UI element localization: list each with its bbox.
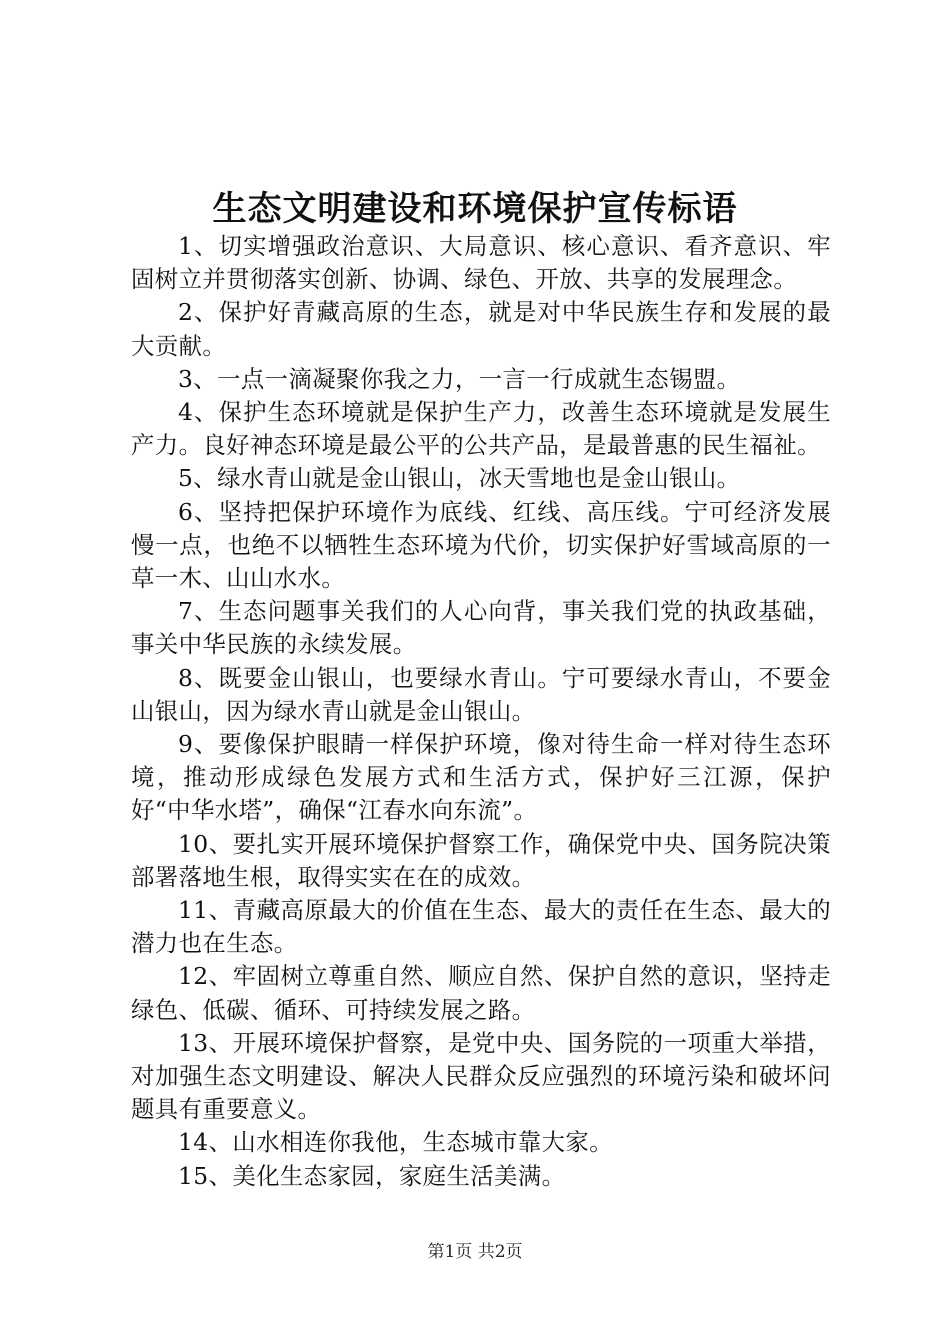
page-number: 第1页 共2页 [427, 1242, 523, 1262]
list-item: 2、保护好青藏高原的生态，就是对中华民族生存和发展的最大贡献。 [131, 298, 831, 360]
list-item: 9、要像保护眼睛一样保护环境，像对待生命一样对待生态环境，推动形成绿色发展方式和生活方式，保护好三江源，保护好“中华水塔”，确保“江春水向东流”。 [131, 730, 831, 825]
list-item: 13、开展环境保护督察，是党中央、国务院的一项重大举措，对加强生态文明建设、解决人民群众反应强烈的环境污染和破坏问题具有重要意义。 [131, 1028, 831, 1124]
list-item: 5、绿水青山就是金山银山，冰天雪地也是金山银山。 [178, 464, 741, 493]
list-item: 3、一点一滴凝聚你我之力，一言一行成就生态锡盟。 [178, 364, 741, 393]
list-item: 14、山水相连你我他，生态城市靠大家。 [178, 1128, 614, 1157]
list-item: 15、美化生态家园，家庭生活美满。 [178, 1161, 566, 1190]
list-item: 8、既要金山银山，也要绿水青山。宁可要绿水青山，不要金山银山，因为绿水青山就是金山银山。 [131, 663, 831, 725]
list-item: 1、切实增强政治意识、大局意识、核心意识、看齐意识、牢固树立并贯彻落实创新、协调、绿色、开放、共享的发展理念。 [131, 232, 831, 294]
list-item: 4、保护生态环境就是保护生产力，改善生态环境就是发展生产力。良好神态环境是最公平的公共产品，是最普惠的民生福祉。 [131, 398, 831, 460]
list-item: 12、牢固树立尊重自然、顺应自然、保护自然的意识，坚持走绿色、低碳、循环、可持续发展之路。 [131, 962, 831, 1024]
slogan-list [131, 230, 831, 1193]
list-item: 6、坚持把保护环境作为底线、红线、高压线。宁可经济发展慢一点，也绝不以牺牲生态环境为代价，切实保护好雪域高原的一草一木、山山水水。 [131, 497, 831, 593]
page-title: 生态文明建设和环境保护宣传标语 [212, 189, 738, 229]
list-item: 10、要扎实开展环境保护督察工作，确保党中央、国务院决策部署落地生根，取得实实在在的成效。 [131, 829, 831, 891]
list-item: 7、生态问题事关我们的人心向背，事关我们党的执政基础，事关中华民族的永续发展。 [131, 597, 831, 659]
list-item: 11、青藏高原最大的价值在生态、最大的责任在生态、最大的潜力也在生态。 [131, 896, 831, 958]
